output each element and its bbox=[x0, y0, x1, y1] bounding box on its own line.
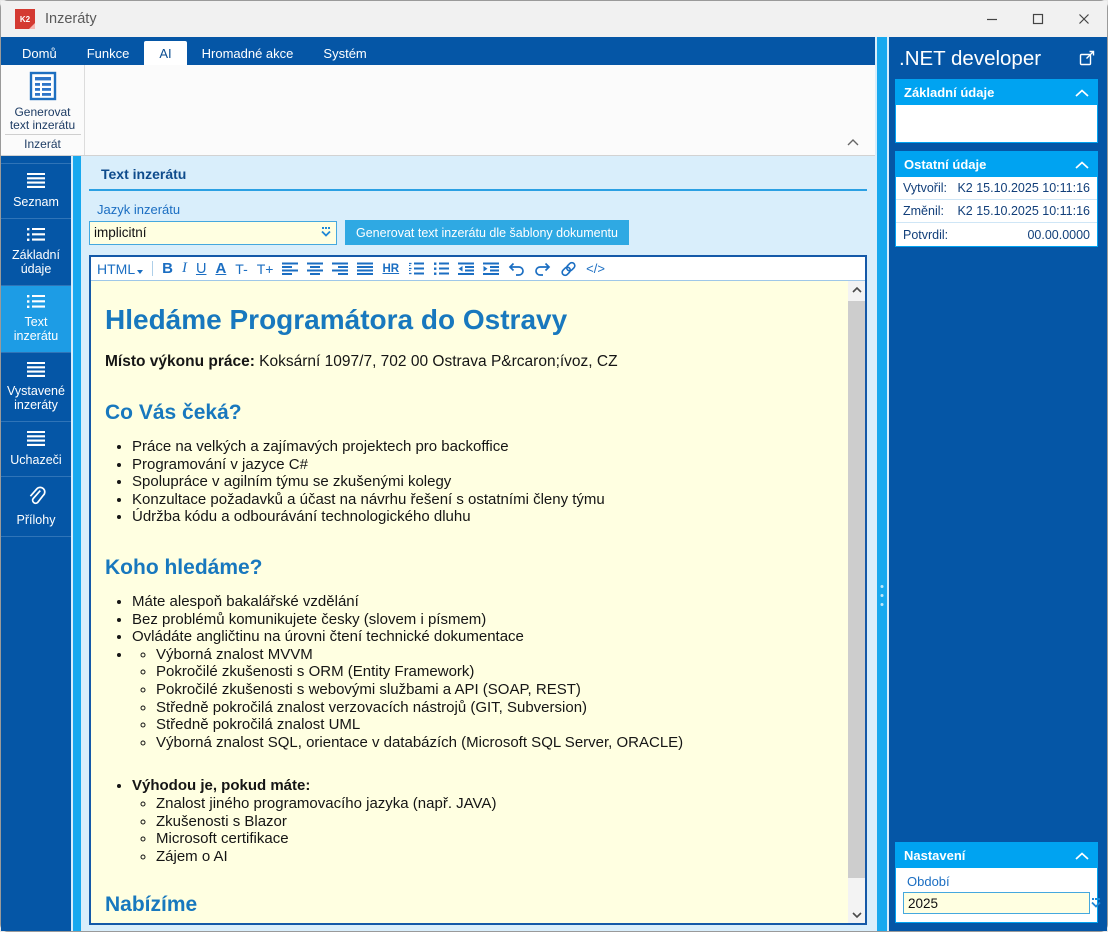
collapse-panel-button[interactable] bbox=[1075, 89, 1089, 97]
tab-ai[interactable]: AI bbox=[144, 41, 186, 65]
list-item: • Údržba kódu a odbourávání technologického dluhu bbox=[132, 508, 842, 526]
period-combobox[interactable] bbox=[903, 892, 1090, 914]
language-label: Jazyk inzerátu bbox=[97, 202, 181, 217]
k2-logo-icon bbox=[15, 9, 35, 29]
list-item-advantage: • Výhodou je, pokud máte: ◦ Znalost jiného programovacího jazyka (např. JAVA) ◦ Zkušenosti s Blazor ◦ Microsoft certifikace ◦ Zájem o AI bbox=[132, 777, 842, 865]
left-sidebar bbox=[1, 156, 71, 931]
tab-system[interactable]: Systém bbox=[323, 45, 367, 61]
external-link-icon bbox=[1079, 50, 1096, 66]
list-item: • Ovládáte angličtinu na úrovni čtení technické dokumentace bbox=[132, 628, 842, 646]
bold-button[interactable]: B bbox=[162, 260, 173, 277]
panel-settings-header[interactable] bbox=[896, 843, 1097, 868]
doc-title: Hledáme Programátora do Ostravy bbox=[105, 304, 568, 335]
italic-button[interactable]: I bbox=[181, 260, 187, 276]
sidebar-item-prilohy[interactable] bbox=[1, 476, 71, 537]
list-item: ◦ Znalost jiného programovacího jazyka (např. JAVA) bbox=[156, 795, 842, 813]
list-item: • Programování v jazyce C# bbox=[132, 456, 842, 474]
menu-icon bbox=[25, 361, 47, 378]
field-value: K2 15.10.2025 10:11:16 bbox=[957, 204, 1090, 218]
sidebar-item-seznam[interactable] bbox=[1, 163, 71, 218]
right-sidebar bbox=[889, 37, 1107, 931]
document-content[interactable] bbox=[91, 281, 848, 923]
doc-location: Místo výkonu práce: Koksární 1097/7, 702 00 Ostrava P&rcaron;ívoz, CZ bbox=[105, 353, 618, 370]
redo-icon bbox=[534, 262, 551, 276]
underline-button[interactable]: U bbox=[195, 260, 207, 277]
sidebar-item-text-inzeratu[interactable] bbox=[1, 285, 71, 352]
list-item: ◦ Pokročilé zkušenosti s webovými službami a API (SOAP, REST) bbox=[156, 681, 842, 699]
list-item: • Spolupráce v agilním týmu se zkušenými kolegy bbox=[132, 473, 842, 491]
link-icon bbox=[560, 261, 577, 277]
list-item: ◦ Středně pokročilá znalost UML bbox=[156, 716, 842, 734]
panel-other-body bbox=[896, 177, 1097, 246]
align-center-icon bbox=[307, 262, 323, 275]
list-item: • Konzultace požadavků a účast na návrhu řešení s ostatními členy týmu bbox=[132, 491, 842, 509]
list-item: ◦ Středně pokročilá znalost verzovacích nástrojů (GIT, Subversion) bbox=[156, 699, 842, 717]
list-item: ◦ Zájem o AI bbox=[156, 848, 842, 866]
panel-splitter[interactable] bbox=[875, 37, 889, 931]
sidebar-item-uchazeci[interactable] bbox=[1, 421, 71, 476]
outdent-icon bbox=[458, 262, 474, 275]
collapse-ribbon-button[interactable] bbox=[847, 134, 859, 149]
field-label: Potvrdil: bbox=[903, 227, 949, 242]
window-controls bbox=[969, 1, 1107, 37]
indent-icon bbox=[483, 262, 499, 275]
menu-icon bbox=[25, 430, 47, 447]
ribbon-group-inzerat bbox=[1, 65, 85, 155]
outdent-button[interactable] bbox=[458, 262, 474, 275]
sidebar-item-label: Vystavené inzeráty bbox=[7, 384, 65, 412]
chevron-up-icon bbox=[847, 139, 859, 146]
generate-from-template-button[interactable]: Generovat text inzerátu dle šablony dokumentu bbox=[345, 220, 629, 245]
list-item: ◦ • Výborná znalost MVVM bbox=[156, 646, 842, 664]
align-right-button[interactable] bbox=[332, 262, 348, 275]
align-justify-icon bbox=[357, 262, 373, 275]
scroll-down-button[interactable] bbox=[848, 906, 865, 923]
panel-settings-body bbox=[896, 868, 1097, 922]
panel-settings bbox=[895, 842, 1098, 923]
field-value: 00.00.0000 bbox=[1027, 227, 1090, 242]
sidebar-item-vystavene-inzeraty[interactable] bbox=[1, 352, 71, 421]
ribbon bbox=[1, 65, 875, 156]
font-color-button[interactable]: A bbox=[215, 260, 227, 277]
combo-dropdown-icon[interactable] bbox=[1089, 897, 1103, 910]
doc-heading-offer-clipped: Nabízíme bbox=[105, 893, 198, 917]
scroll-up-button[interactable] bbox=[848, 281, 865, 298]
field-label: Vytvořil: bbox=[903, 181, 947, 195]
unordered-list-icon bbox=[433, 262, 449, 275]
language-combobox[interactable] bbox=[89, 221, 337, 245]
period-label: Období bbox=[907, 874, 950, 889]
list-item: ◦ Výborná znalost SQL, orientace v databázích (Microsoft SQL Server, ORACLE) bbox=[156, 734, 842, 752]
tab-funkce[interactable]: Funkce bbox=[86, 45, 130, 61]
paperclip-icon bbox=[25, 485, 47, 507]
collapse-panel-button[interactable] bbox=[1075, 161, 1089, 169]
tab-domu[interactable]: Domů bbox=[22, 45, 57, 61]
chevron-up-icon bbox=[1075, 89, 1089, 97]
sidebar-accent-strip bbox=[71, 156, 81, 931]
combo-dropdown-icon[interactable] bbox=[316, 226, 336, 239]
list-item: • Práce na velkých a zajímavých projektech pro backoffice bbox=[132, 438, 842, 456]
decrease-font-button[interactable]: T- bbox=[235, 260, 248, 277]
sidebar-item-label: Uchazeči bbox=[10, 453, 62, 467]
field-potvrdil bbox=[896, 223, 1097, 246]
maximize-icon bbox=[1032, 13, 1044, 25]
titlebar bbox=[1, 1, 1107, 37]
minimize-icon bbox=[986, 13, 998, 25]
align-center-button[interactable] bbox=[307, 262, 323, 275]
list-icon bbox=[25, 227, 47, 242]
close-button[interactable] bbox=[1061, 1, 1107, 37]
code-view-button[interactable]: </> bbox=[586, 261, 605, 276]
tab-hromadne-akce[interactable]: Hromadné akce bbox=[201, 45, 294, 61]
field-zmenil bbox=[896, 200, 1097, 223]
panel-other-data bbox=[895, 151, 1098, 247]
scrollbar-thumb[interactable] bbox=[848, 301, 865, 878]
splitter-grip-icon bbox=[881, 585, 884, 606]
align-justify-button[interactable] bbox=[357, 262, 373, 275]
editor-scrollbar[interactable] bbox=[848, 281, 865, 923]
panel-basic-data bbox=[895, 79, 1098, 143]
doc-what-list bbox=[105, 438, 842, 526]
align-right-icon bbox=[332, 262, 348, 275]
collapse-panel-button[interactable] bbox=[1075, 852, 1089, 860]
main-panel bbox=[81, 156, 875, 931]
chevron-up-icon bbox=[852, 287, 862, 293]
rich-text-editor bbox=[89, 255, 867, 925]
generate-ad-text-button[interactable] bbox=[6, 71, 80, 132]
increase-font-button[interactable]: T+ bbox=[256, 260, 274, 277]
link-button[interactable] bbox=[560, 261, 577, 277]
sidebar-item-label: Základní údaje bbox=[12, 248, 60, 276]
panel-other-header[interactable] bbox=[896, 152, 1097, 177]
section-underline bbox=[89, 189, 867, 191]
open-in-window-button[interactable] bbox=[1079, 50, 1096, 69]
toolbar-separator bbox=[152, 261, 153, 276]
sidebar-item-label: Text inzerátu bbox=[13, 315, 59, 343]
minimize-button[interactable] bbox=[969, 1, 1015, 37]
ordered-list-icon bbox=[408, 262, 424, 275]
period-input[interactable] bbox=[904, 896, 1089, 911]
window-title: Inzeráty bbox=[45, 11, 97, 27]
redo-button[interactable] bbox=[534, 262, 551, 276]
doc-heading-what: Co Vás čeká? bbox=[105, 401, 242, 424]
list-item-nested-host bbox=[132, 646, 842, 752]
language-input[interactable] bbox=[90, 225, 316, 240]
sidebar-item-zakladni-udaje[interactable] bbox=[1, 218, 71, 285]
list-item: • Máte alespoň bakalářské vzdělání bbox=[132, 593, 842, 611]
sidebar-item-label: Přílohy bbox=[16, 513, 56, 527]
ribbon-tabbar bbox=[1, 37, 875, 65]
doc-heading-who: Koho hledáme? bbox=[105, 555, 263, 579]
section-title: Text inzerátu bbox=[101, 166, 187, 182]
list-item: • Bez problémů komunikujete česky (slovem i písmem) bbox=[132, 611, 842, 629]
doc-who-list bbox=[105, 593, 842, 865]
ordered-list-button[interactable] bbox=[408, 262, 424, 275]
ribbon-group-label: Inzerát bbox=[5, 134, 81, 155]
maximize-button[interactable] bbox=[1015, 1, 1061, 37]
list-item: ◦ Pokročilé zkušenosti s ORM (Entity Framework) bbox=[156, 663, 842, 681]
close-icon bbox=[1078, 13, 1090, 25]
indent-button[interactable] bbox=[483, 262, 499, 275]
doc-who-sublist bbox=[132, 646, 842, 752]
align-left-button[interactable] bbox=[282, 262, 298, 275]
menu-icon bbox=[25, 172, 47, 189]
list-icon bbox=[25, 294, 47, 309]
chevron-up-icon bbox=[1075, 161, 1089, 169]
horizontal-rule-button[interactable]: HR bbox=[382, 262, 400, 275]
align-left-icon bbox=[282, 262, 298, 275]
panel-title: Nastavení bbox=[904, 848, 966, 863]
doc-advantage-sublist bbox=[132, 795, 842, 865]
undo-icon bbox=[508, 262, 525, 276]
generate-ad-text-label: Generovat text inzerátu bbox=[9, 105, 76, 132]
field-vytvoril bbox=[896, 177, 1097, 200]
record-title: .NET developer bbox=[899, 47, 1042, 70]
panel-basic-header[interactable] bbox=[896, 80, 1097, 105]
right-sidebar-spacer bbox=[895, 255, 1098, 842]
chevron-down-icon bbox=[137, 270, 143, 274]
html-mode-button[interactable]: HTML bbox=[97, 261, 143, 277]
panel-title: Ostatní údaje bbox=[904, 157, 987, 172]
undo-button[interactable] bbox=[508, 262, 525, 276]
sidebar-item-label: Seznam bbox=[13, 195, 59, 209]
generate-ad-text-icon bbox=[28, 71, 58, 101]
field-label: Změnil: bbox=[903, 204, 944, 218]
list-item: ◦ Zkušenosti s Blazor bbox=[156, 813, 842, 831]
chevron-up-icon bbox=[1075, 852, 1089, 860]
editor-toolbar bbox=[91, 257, 865, 281]
field-value: K2 15.10.2025 10:11:16 bbox=[957, 181, 1090, 195]
panel-title: Základní údaje bbox=[904, 85, 995, 100]
unordered-list-button[interactable] bbox=[433, 262, 449, 275]
chevron-down-icon bbox=[852, 912, 862, 918]
k2-logo-text: K2 bbox=[19, 14, 31, 24]
splitter-band bbox=[877, 37, 887, 931]
panel-basic-body bbox=[896, 105, 1097, 142]
list-item: ◦ Microsoft certifikace bbox=[156, 830, 842, 848]
